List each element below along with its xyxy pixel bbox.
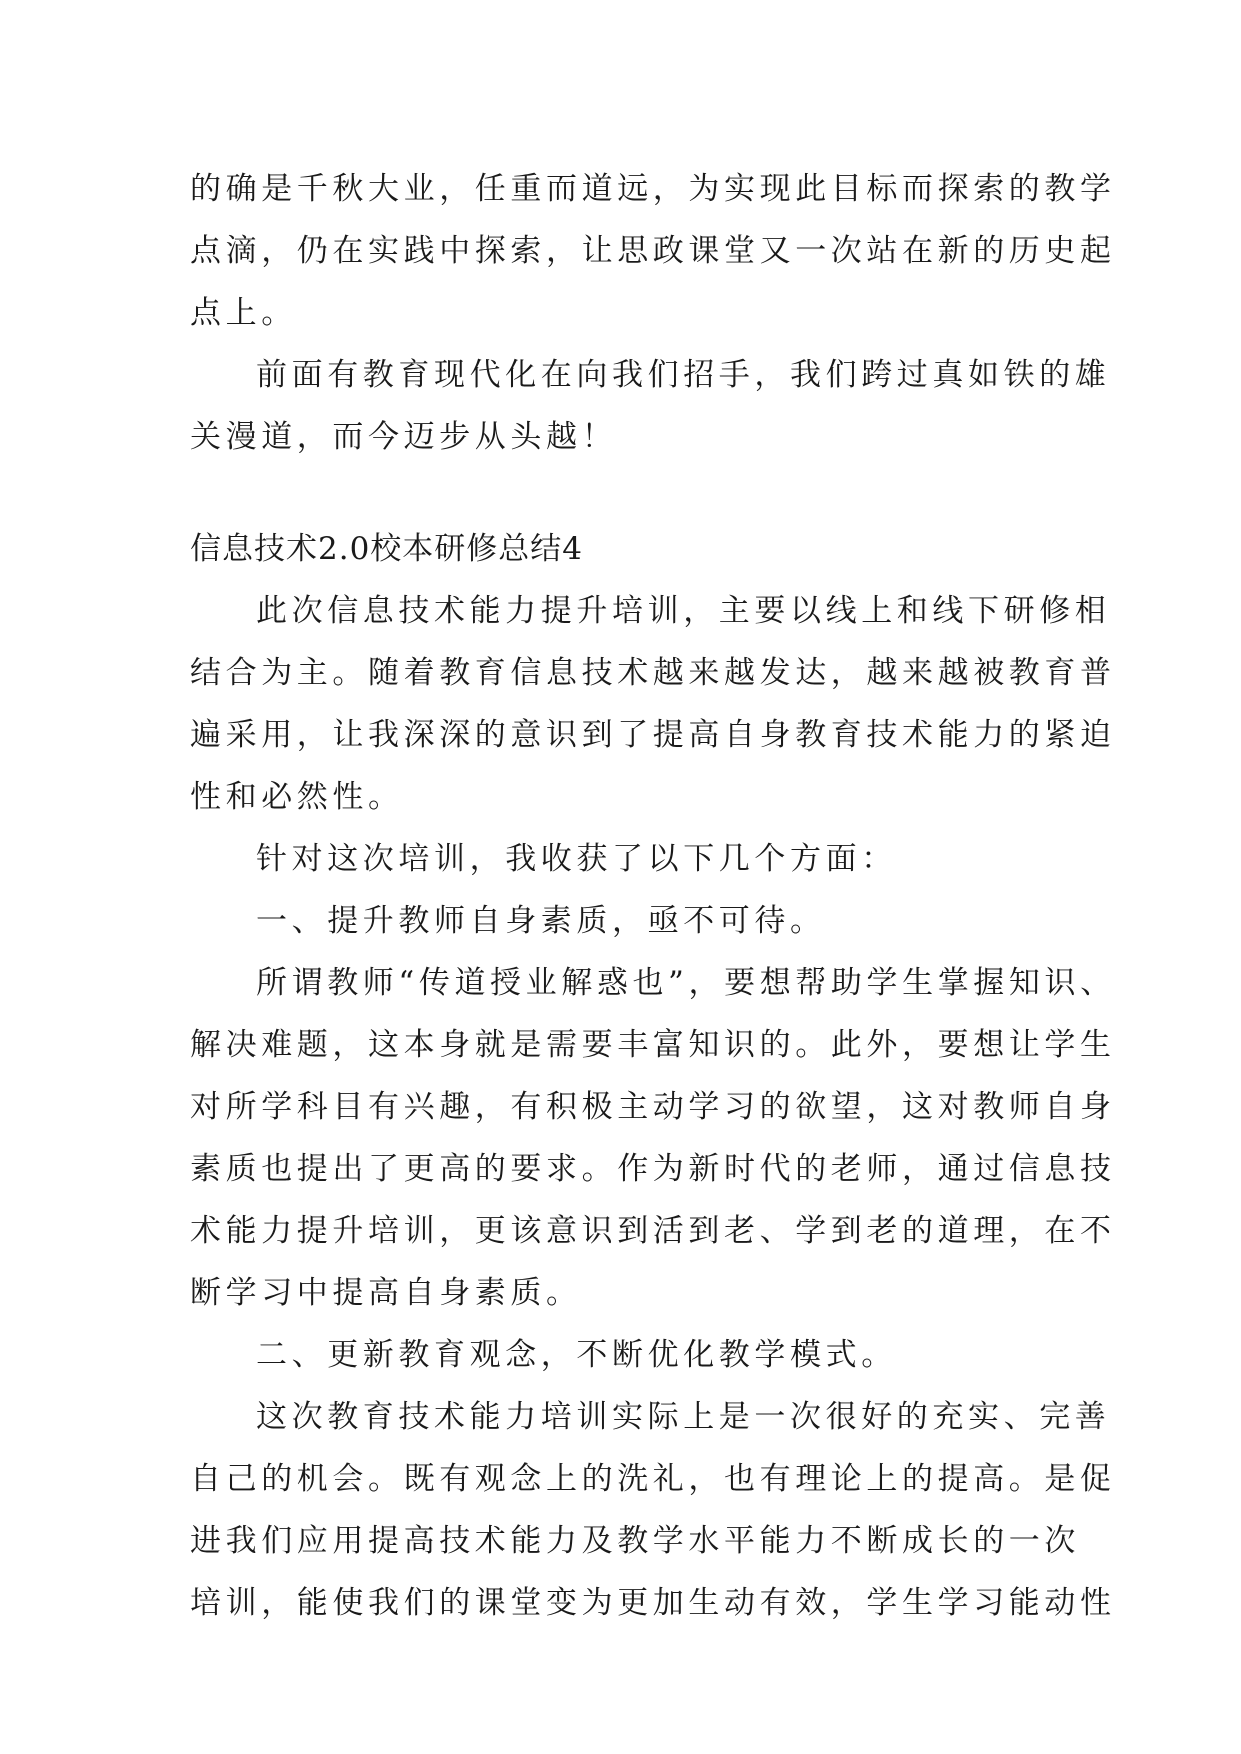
text-line: 结合为主。随着教育信息技术越来越发达，越来越被教育普 [190, 655, 1116, 691]
paragraph [190, 344, 1111, 468]
text-line: 针对这次培训，我收获了以下几个方面： [256, 841, 897, 877]
text-line: 自己的机会。既有观念上的洗礼，也有理论上的提高。是促 [190, 1461, 1116, 1497]
section-title: 信息技术2.0校本研修总结4 [190, 531, 584, 567]
paragraph [190, 580, 1116, 828]
text-line: 所谓教师“传道授业解惑也”，要想帮助学生掌握知识、 [256, 965, 1116, 1001]
document-body [190, 158, 1116, 1634]
text-line: 对所学科目有兴趣，有积极主动学习的欲望，这对教师自身 [190, 1089, 1116, 1125]
text-line: 遍采用，让我深深的意识到了提高自身教育技术能力的紧迫 [190, 717, 1116, 753]
paragraph [190, 158, 1116, 344]
text-line: 二、更新教育观念，不断优化教学模式。 [256, 1337, 897, 1373]
text-line: 的确是千秋大业，任重而道远，为实现此目标而探索的教学 [190, 171, 1116, 207]
text-line: 断学习中提高自身素质。 [190, 1275, 582, 1311]
text-line: 术能力提升培训，更该意识到活到老、学到老的道理，在不 [190, 1213, 1116, 1249]
text-line: 培训，能使我们的课堂变为更加生动有效，学生学习能动性 [190, 1585, 1116, 1621]
text-line: 点滴，仍在实践中探索，让思政课堂又一次站在新的历史起 [190, 233, 1116, 269]
paragraph [190, 1386, 1116, 1634]
text-line: 前面有教育现代化在向我们招手，我们跨过真如铁的雄 [256, 357, 1111, 393]
text-line: 此次信息技术能力提升培训，主要以线上和线下研修相 [256, 593, 1111, 629]
text-line: 点上。 [190, 295, 297, 331]
section-spacer [190, 468, 1060, 518]
paragraph-subheading [190, 1324, 1060, 1386]
text-line: 性和必然性。 [190, 779, 404, 815]
text-line: 这次教育技术能力培训实际上是一次很好的充实、完善 [256, 1399, 1111, 1435]
text-line: 解决难题，这本身就是需要丰富知识的。此外，要想让学生 [190, 1027, 1116, 1063]
text-line: 进我们应用提高技术能力及教学水平能力不断成长的一次 [190, 1523, 1080, 1559]
paragraph-subheading [190, 890, 1060, 952]
text-line: 一、提升教师自身素质，亟不可待。 [256, 903, 826, 939]
paragraph [190, 952, 1116, 1324]
text-line: 素质也提出了更高的要求。作为新时代的老师，通过信息技 [190, 1151, 1116, 1187]
text-line: 关漫道，而今迈步从头越！ [190, 419, 618, 455]
paragraph [190, 828, 1060, 890]
